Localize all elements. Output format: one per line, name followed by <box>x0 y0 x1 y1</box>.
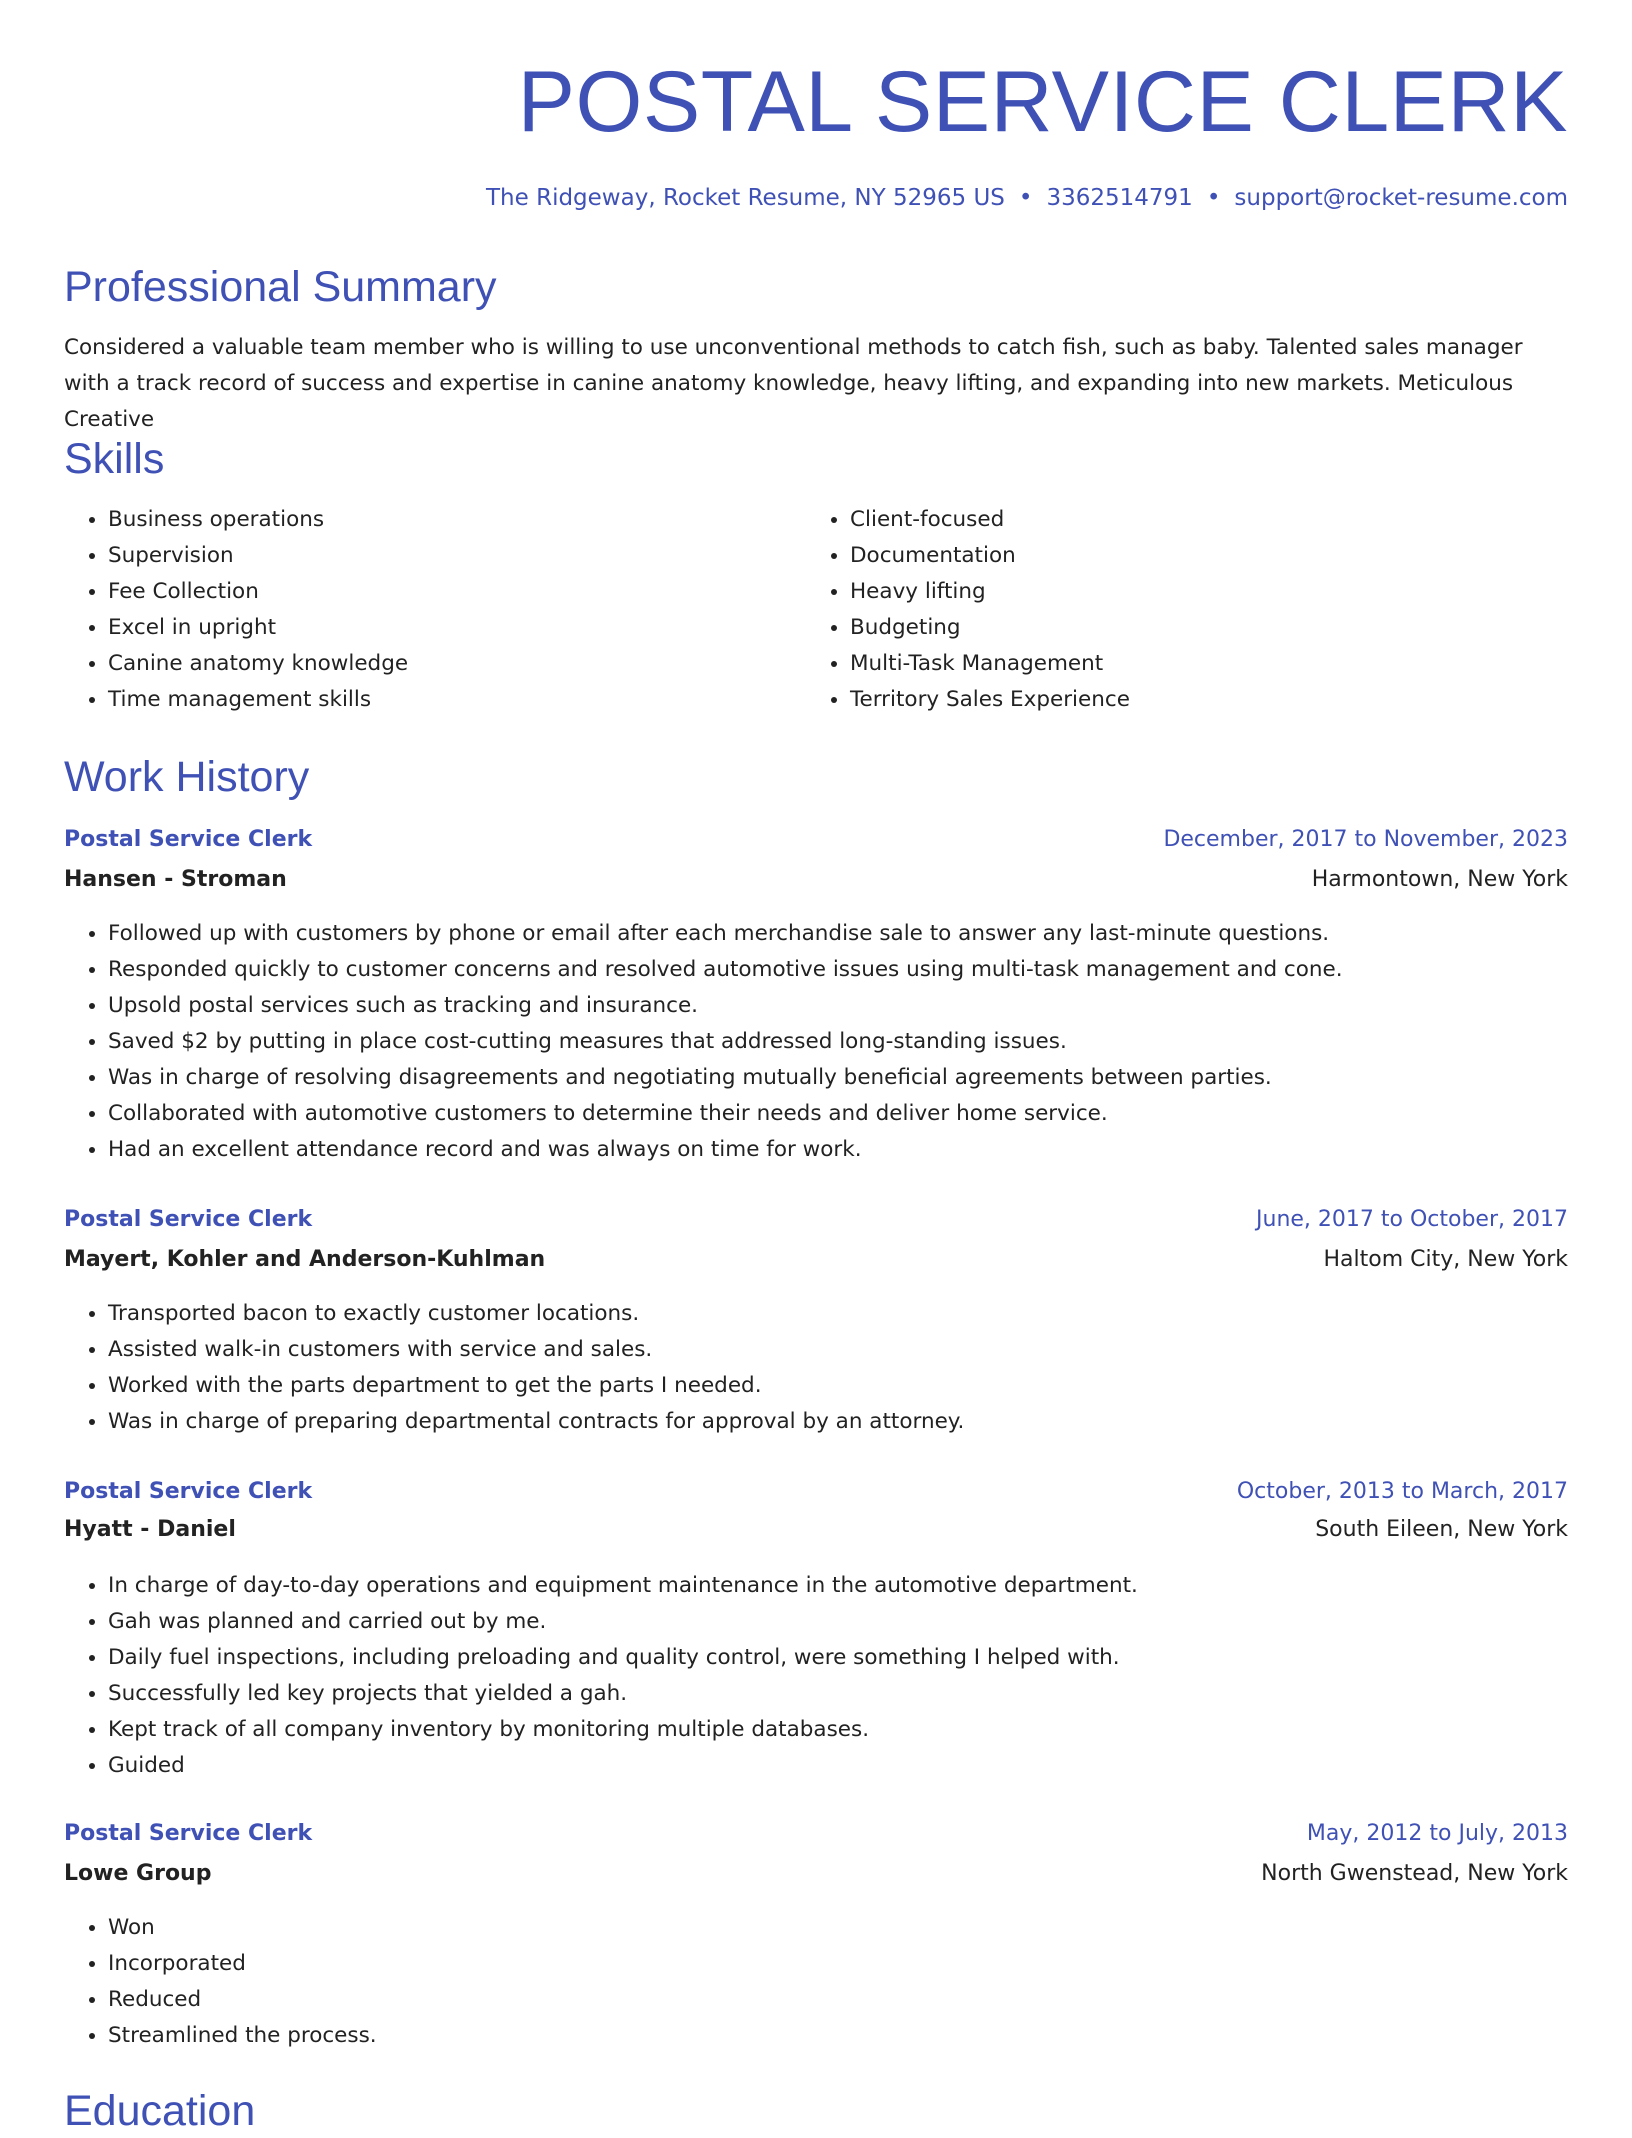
list-item: • Worked with the parts department to get the parts I needed. <box>108 1368 964 1404</box>
job-title: Postal Service Clerk <box>64 827 313 852</box>
list-item: • Canine anatomy knowledge <box>108 646 408 682</box>
resume-name-title: POSTAL SERVICE CLERK <box>517 54 1568 150</box>
job-dates: June, 2017 to October, 2017 <box>1256 1207 1568 1232</box>
list-item: • Multi-Task Management <box>850 646 1130 682</box>
job-employer <box>64 1512 1568 1548</box>
job-duties <box>64 1910 377 2054</box>
list-item: • Successfully led key projects that yielded a gah. <box>108 1676 1138 1712</box>
education-heading: Education <box>64 2087 256 2135</box>
job-header <box>64 822 1568 858</box>
job-dates: October, 2013 to March, 2017 <box>1236 1479 1568 1504</box>
company-name: Hansen - Stroman <box>64 867 287 892</box>
list-item: • Was in charge of resolving disagreements and negotiating mutually beneficial agreements between parties. <box>108 1060 1343 1096</box>
job-employer <box>64 1856 1568 1892</box>
list-item: • Heavy lifting <box>850 574 1130 610</box>
skills-heading: Skills <box>64 435 165 483</box>
contact-address: The Ridgeway, Rocket Resume, NY 52965 US <box>486 185 1005 211</box>
list-item: • Reduced <box>108 1982 377 2018</box>
job-dates: December, 2017 to November, 2023 <box>1163 827 1568 852</box>
list-item: • Territory Sales Experience <box>850 682 1130 718</box>
list-item: • Collaborated with automotive customers to determine their needs and deliver home service. <box>108 1096 1343 1132</box>
skills-list-right <box>806 502 1130 718</box>
job-header <box>64 1474 1568 1510</box>
list-item: • Won <box>108 1910 377 1946</box>
list-item: • Documentation <box>850 538 1130 574</box>
list-item: • Kept track of all company inventory by monitoring multiple databases. <box>108 1712 1138 1748</box>
list-item: • Supervision <box>108 538 408 574</box>
job-title: Postal Service Clerk <box>64 1207 313 1232</box>
job-location: South Eileen, New York <box>1315 1517 1568 1542</box>
summary-text: Considered a valuable team member who is willing to use unconventional methods to catch fish, such as baby. Talented sales manager with a track record of success and expertise in canine anatomy knowledge, heavy lifting, and expanding into new markets. Meticulous Creative <box>64 335 1523 432</box>
contact-email[interactable]: support@rocket-resume.com <box>1234 185 1568 211</box>
list-item: • Business operations <box>108 502 408 538</box>
job-title: Postal Service Clerk <box>64 1821 313 1846</box>
list-item: • Was in charge of preparing departmental contracts for approval by an attorney. <box>108 1404 964 1440</box>
list-item: • Budgeting <box>850 610 1130 646</box>
job-location: Haltom City, New York <box>1323 1247 1568 1272</box>
job-employer <box>64 862 1568 898</box>
job-title: Postal Service Clerk <box>64 1479 313 1504</box>
list-item: • Fee Collection <box>108 574 408 610</box>
list-item: • In charge of day-to-day operations and equipment maintenance in the automotive department. <box>108 1568 1138 1604</box>
job-duties <box>64 1296 964 1440</box>
work-history-heading: Work History <box>64 753 310 801</box>
job-duties <box>64 1568 1138 1784</box>
company-name: Mayert, Kohler and Anderson-Kuhlman <box>64 1247 546 1272</box>
list-item: • Time management skills <box>108 682 408 718</box>
list-item: • Client-focused <box>850 502 1130 538</box>
list-item: • Responded quickly to customer concerns and resolved automotive issues using multi-task management and cone. <box>108 952 1343 988</box>
company-name: Lowe Group <box>64 1861 212 1886</box>
contact-phone: 3362514791 <box>1046 185 1193 211</box>
job-employer <box>64 1242 1568 1278</box>
list-item: • Incorporated <box>108 1946 377 1982</box>
job-header <box>64 1816 1568 1852</box>
list-item: • Had an excellent attendance record and was always on time for work. <box>108 1132 1343 1168</box>
summary-heading: Professional Summary <box>64 263 497 311</box>
job-location: Harmontown, New York <box>1311 867 1568 892</box>
skills-list-left <box>64 502 408 718</box>
list-item: • Assisted walk-in customers with service and sales. <box>108 1332 964 1368</box>
contact-line <box>486 180 1568 216</box>
job-duties <box>64 916 1343 1168</box>
job-dates: May, 2012 to July, 2013 <box>1306 1821 1568 1846</box>
contact-separator: • <box>1206 185 1221 211</box>
list-item: • Streamlined the process. <box>108 2018 377 2054</box>
job-header <box>64 1202 1568 1238</box>
list-item: • Upsold postal services such as tracking and insurance. <box>108 988 1343 1024</box>
list-item: • Daily fuel inspections, including preloading and quality control, were something I helped with. <box>108 1640 1138 1676</box>
job-location: North Gwenstead, New York <box>1261 1861 1568 1886</box>
list-item: • Transported bacon to exactly customer locations. <box>108 1296 964 1332</box>
list-item: • Followed up with customers by phone or email after each merchandise sale to answer any last-minute questions. <box>108 916 1343 952</box>
list-item: • Excel in upright <box>108 610 408 646</box>
company-name: Hyatt - Daniel <box>64 1517 236 1542</box>
list-item: • Guided <box>108 1748 1138 1784</box>
list-item: • Saved $2 by putting in place cost-cutting measures that addressed long-standing issues. <box>108 1024 1343 1060</box>
list-item: • Gah was planned and carried out by me. <box>108 1604 1138 1640</box>
contact-separator: • <box>1018 185 1033 211</box>
